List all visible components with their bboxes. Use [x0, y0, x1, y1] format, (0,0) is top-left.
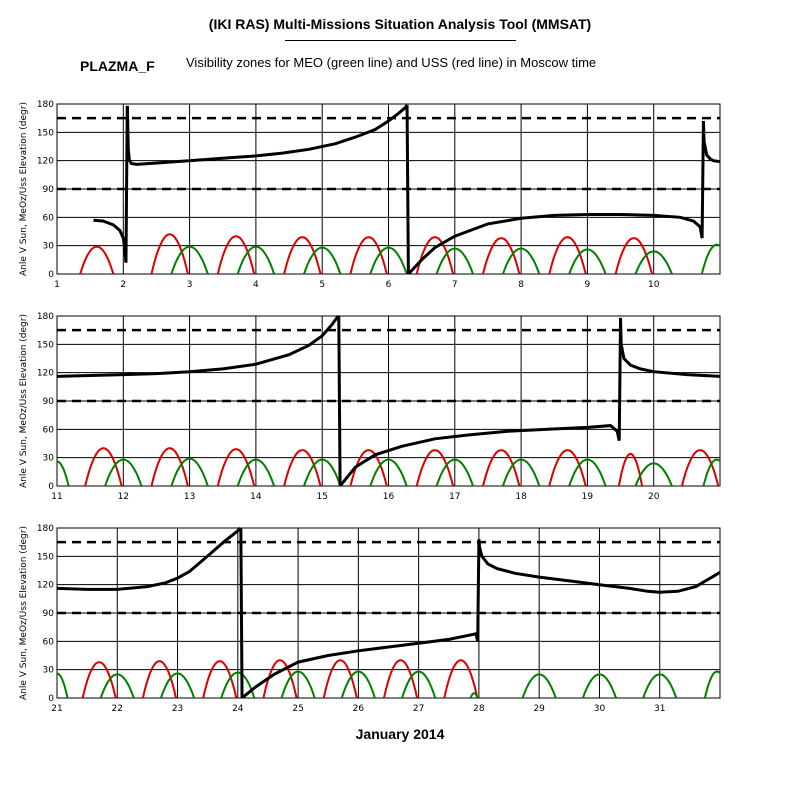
y-axis-label: Anle V Sun, MeOz/Uss Elevation (degr)	[19, 102, 29, 276]
sun-angle-line	[408, 215, 702, 275]
uss-visibility-arc	[549, 450, 585, 486]
x-tick-label: 6	[385, 280, 392, 290]
sun-angle-line	[57, 528, 241, 589]
uss-visibility-arc	[350, 237, 386, 274]
x-tick-label: 2	[120, 280, 127, 290]
y-tick-label: 0	[48, 694, 54, 704]
x-tick-label: 4	[253, 280, 259, 290]
y-tick-label: 0	[48, 482, 54, 492]
uss-visibility-arc	[549, 237, 585, 274]
y-axis-label: Anle V Sun, MeOz/Uss Elevation (degr)	[19, 314, 29, 488]
y-tick-label: 150	[36, 552, 54, 563]
x-tick-label: 27	[412, 704, 425, 714]
x-tick-label: 13	[183, 492, 196, 502]
uss-visibility-arc	[218, 236, 254, 274]
x-tick-label: 25	[292, 704, 304, 714]
x-tick-label: 3	[186, 280, 193, 290]
uss-visibility-arc	[417, 237, 453, 274]
uss-visibility-arc	[284, 237, 320, 274]
sun-angle-line	[242, 634, 478, 698]
y-tick-label: 90	[42, 397, 54, 407]
uss-visibility-arc	[384, 660, 417, 698]
x-tick-label: 11	[51, 492, 63, 502]
x-tick-label: 18	[515, 492, 527, 502]
x-tick-label: 17	[449, 492, 461, 502]
page-title: (IKI RAS) Multi-Missions Situation Analysis Tool (MMSAT)	[208, 16, 592, 32]
x-tick-label: 9	[584, 280, 591, 290]
y-tick-label: 120	[36, 156, 54, 167]
y-tick-label: 0	[48, 270, 54, 280]
sun-angle-jump	[241, 528, 242, 698]
y-tick-label: 30	[42, 241, 54, 252]
y-tick-label: 30	[42, 453, 54, 464]
sun-angle-jump	[126, 106, 127, 263]
uss-visibility-arc	[152, 234, 188, 274]
x-tick-label: 29	[533, 704, 545, 714]
x-tick-label: 31	[654, 704, 666, 714]
x-tick-label: 22	[111, 704, 123, 714]
sun-angle-line	[94, 220, 127, 263]
x-tick-label: 30	[593, 704, 606, 714]
y-tick-label: 120	[36, 580, 54, 591]
x-tick-label: 23	[171, 704, 184, 714]
x-tick-label: 5	[319, 280, 326, 290]
uss-visibility-arc	[83, 662, 116, 698]
x-tick-label: 26	[352, 704, 365, 714]
x-tick-label: 1	[54, 280, 60, 290]
meo-visibility-arc	[471, 693, 478, 698]
uss-visibility-arc	[203, 661, 236, 698]
x-tick-label: 28	[473, 704, 485, 714]
y-tick-label: 180	[36, 100, 54, 110]
x-tick-label: 15	[316, 492, 328, 502]
sun-angle-jump	[339, 316, 340, 486]
x-axis-label: January 2014	[355, 726, 445, 742]
y-tick-label: 60	[42, 425, 54, 436]
x-tick-label: 16	[382, 492, 395, 502]
sun-angle-jump	[702, 121, 703, 238]
sun-angle-line	[340, 426, 619, 486]
uss-visibility-arc	[324, 660, 357, 698]
y-tick-label: 150	[36, 340, 54, 351]
uss-visibility-arc	[483, 238, 519, 274]
sun-angle-line	[127, 105, 407, 164]
x-tick-label: 20	[647, 492, 660, 502]
meo-visibility-arc	[705, 672, 729, 698]
uss-visibility-arc	[152, 448, 188, 486]
sun-angle-line	[57, 316, 339, 376]
x-tick-label: 7	[451, 280, 458, 290]
uss-visibility-arc	[284, 450, 320, 486]
uss-visibility-arc	[417, 450, 453, 486]
x-tick-label: 24	[232, 704, 244, 714]
uss-visibility-arc	[444, 660, 477, 698]
uss-visibility-arc	[483, 450, 519, 486]
y-tick-label: 30	[42, 665, 54, 676]
y-tick-label: 60	[42, 213, 54, 224]
y-tick-label: 150	[36, 128, 54, 139]
sun-angle-line	[703, 121, 720, 162]
y-tick-label: 180	[36, 312, 54, 322]
uss-visibility-arc	[218, 449, 254, 486]
y-tick-label: 90	[42, 609, 54, 619]
y-axis-label: Anle V Sun, MeOz/Uss Elevation (degr)	[19, 526, 29, 700]
x-tick-label: 14	[250, 492, 262, 502]
x-tick-label: 8	[518, 280, 524, 290]
y-tick-label: 60	[42, 637, 54, 648]
chart-subtitle: Visibility zones for MEO (green line) and USS (red line) in Moscow time	[186, 55, 597, 70]
x-tick-label: 19	[581, 492, 594, 502]
uss-visibility-arc	[80, 247, 113, 274]
y-tick-label: 180	[36, 524, 54, 534]
x-tick-label: 21	[51, 704, 63, 714]
uss-visibility-arc	[143, 661, 176, 698]
x-tick-label: 10	[647, 280, 660, 290]
x-tick-label: 12	[117, 492, 130, 502]
sun-angle-jump	[478, 539, 479, 641]
uss-visibility-arc	[85, 448, 121, 486]
mission-name: PLAZMA_F	[80, 58, 155, 74]
y-tick-label: 120	[36, 368, 54, 379]
sun-angle-jump	[619, 318, 620, 441]
sun-angle-line	[621, 318, 721, 377]
meo-visibility-arc	[702, 245, 732, 274]
sun-angle-jump	[407, 105, 408, 274]
uss-visibility-arc	[682, 450, 718, 486]
y-tick-label: 90	[42, 185, 54, 195]
